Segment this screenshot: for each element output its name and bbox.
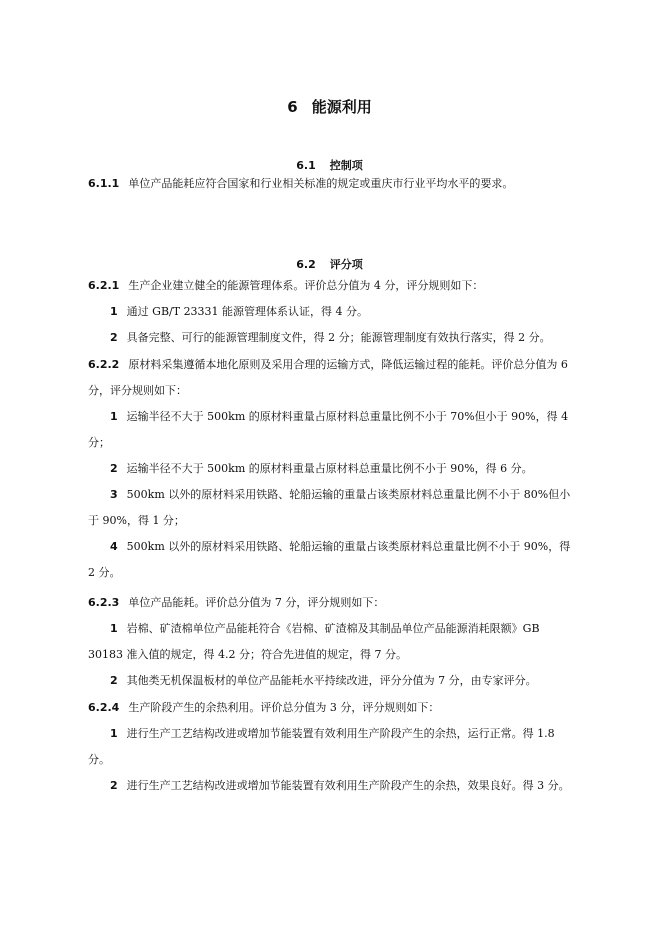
item-text: 进行生产工艺结构改进或增加节能装置有效利用生产阶段产生的余热，效果良好。得 3 分。 [126,779,570,792]
clause-intro [88,695,574,721]
clause-intro [88,352,574,404]
list-item [88,299,574,325]
list-item [88,325,574,351]
section-title: 评分项 [329,258,363,271]
item-number: 1 [110,622,118,635]
clause-6-1-1 [88,171,574,197]
clause-text: 原材料采集遵循本地化原则及采用合理的运输方式，降低运输过程的能耗。评价总分值为 6 分，评分规则如下： [88,358,568,397]
item-number: 2 [110,674,118,687]
section-number: 6.2 [296,258,316,271]
item-text: 500km 以外的原材料采用铁路、轮船运输的重量占该类原材料总重量比例不小于 80%但小于 90%，得 1 分； [88,488,571,527]
clause-text: 单位产品能耗应符合国家和行业相关标准的规定或重庆市行业平均水平的要求。 [128,177,514,190]
clause-text: 单位产品能耗。评价总分值为 7 分，评分规则如下： [128,596,385,609]
list-item [88,482,574,534]
list-item [88,456,574,482]
item-text: 岩棉、矿渣棉单位产品能耗符合《岩棉、矿渣棉及其制品单位产品能源消耗限额》GB 30183 准入值的规定，得 4.2 分；符合先进值的规定，得 7 分。 [88,622,540,661]
clause-6-2-3 [88,590,574,694]
item-number: 4 [110,540,118,553]
item-text: 500km 以外的原材料采用铁路、轮船运输的重量占该类原材料总重量比例不小于 90%，得 2 分。 [88,540,571,579]
clause-6-2-2 [88,352,574,586]
clause-number: 6.2.3 [88,596,120,609]
clause-text: 生产企业建立健全的能源管理体系。评价总分值为 4 分，评分规则如下： [128,279,484,292]
item-number: 3 [110,488,118,501]
clause-intro [88,273,574,299]
list-item [88,534,574,586]
item-number: 2 [110,331,118,344]
clause-6-2-1 [88,273,574,351]
item-number: 1 [110,727,118,740]
item-number: 2 [110,462,118,475]
list-item [88,773,574,799]
section-heading-6-2 [0,256,659,272]
item-number: 2 [110,779,118,792]
section-number: 6.1 [296,159,316,172]
clause-intro [88,590,574,616]
clause-number: 6.2.1 [88,279,120,292]
chapter-number: 6 [287,98,298,116]
clause-text: 生产阶段产生的余热利用。评价总分值为 3 分，评分规则如下： [128,701,440,714]
item-number: 1 [110,410,118,423]
chapter-heading [0,96,659,117]
list-item [88,721,574,773]
chapter-title: 能源利用 [311,98,372,116]
list-item [88,668,574,694]
item-text: 运输半径不大于 500km 的原材料重量占原材料总重量比例不小于 70%但小于 90%，得 4 分； [88,410,569,449]
clause-number: 6.1.1 [88,177,120,190]
item-text: 具备完整、可行的能源管理制度文件，得 2 分；能源管理制度有效执行落实，得 2 分。 [126,331,551,344]
section-title: 控制项 [329,159,363,172]
item-text: 运输半径不大于 500km 的原材料重量占原材料总重量比例不小于 90%，得 6 分。 [126,462,533,475]
item-number: 1 [110,305,118,318]
item-text: 通过 GB/T 23331 能源管理体系认证，得 4 分。 [126,305,369,318]
list-item [88,404,574,456]
item-text: 进行生产工艺结构改进或增加节能装置有效利用生产阶段产生的余热，运行正常。得 1.8 分。 [88,727,555,766]
clause-6-2-4 [88,695,574,799]
item-text: 其他类无机保温板材的单位产品能耗水平持续改进，评分分值为 7 分，由专家评分。 [126,674,537,687]
clause-number: 6.2.4 [88,701,120,714]
clause-number: 6.2.2 [88,358,120,371]
list-item [88,616,574,668]
